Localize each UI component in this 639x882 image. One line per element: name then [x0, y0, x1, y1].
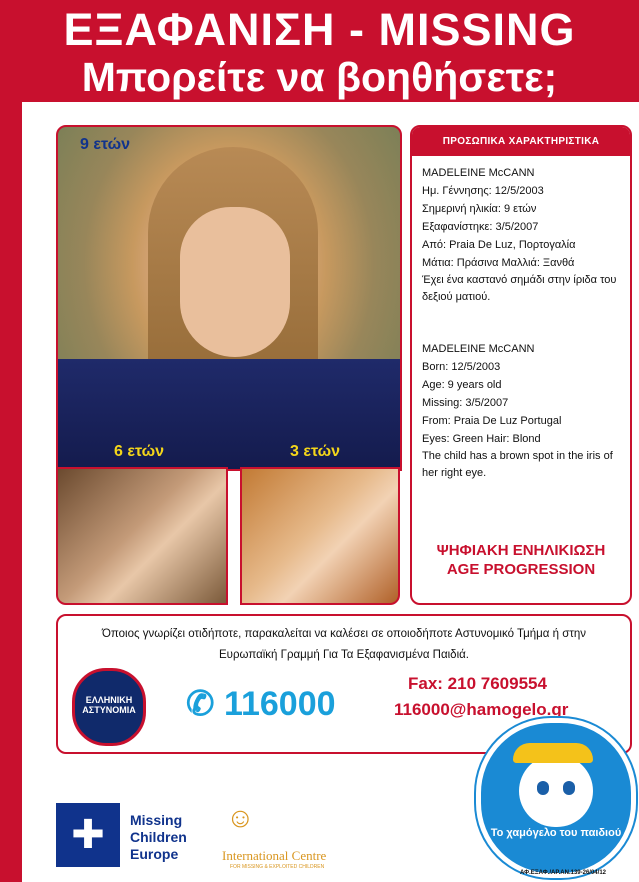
detail-line: Σημερινή ηλικία: 9 ετών [422, 203, 537, 215]
detail-line: Born: 12/5/2003 [422, 361, 501, 373]
icmec-logo-subtext: FOR MISSING & EXPLOITED CHILDREN [230, 864, 325, 870]
child-face-icon [519, 755, 593, 827]
personal-details-panel [410, 125, 632, 605]
details-english [412, 306, 630, 482]
mce-line: Missing [130, 812, 183, 828]
police-badge-icon [72, 668, 146, 746]
detail-line: Eyes: Green Hair: Blond [422, 433, 541, 445]
phone-icon: ✆ [186, 685, 215, 723]
detail-line: Εξαφανίστηκε: 3/5/2007 [422, 221, 539, 233]
details-greek [412, 156, 630, 306]
poster-subtitle: Μπορείτε να βοηθήσετε; [81, 54, 558, 100]
icmec-figure-icon: ☺ [226, 802, 255, 833]
details-header: ΠΡΟΣΩΠΙΚΑ ΧΑΡΑΚΤΗΡΙΣΤΙΚΑ [412, 127, 630, 156]
main-age-label: 9 ετών [80, 136, 131, 153]
icmec-logo-text: International Centre [222, 848, 327, 863]
age-progression-label [412, 541, 630, 579]
detail-line: Από: Praia De Luz, Πορτογαλία [422, 239, 576, 251]
right-age-label: 3 ετών [290, 443, 341, 460]
contact-instructions [58, 624, 630, 666]
mce-line: Children [130, 829, 187, 845]
hotline-number[interactable] [186, 684, 336, 724]
instructions-line-2: Ευρωπαϊκή Γραμμή Για Τα Εξαφανισμένα Παιδιά. [219, 649, 469, 661]
age-progressed-photo [56, 125, 402, 471]
fax-number: Fax: 210 7609554 [408, 674, 547, 693]
hotline-digits: 116000 [223, 685, 336, 723]
instructions-line-1: Όποιος γνωρίζει οτιδήποτε, παρακαλείται να καλέσει σε οποιοδήποτε Αστυνομικό Τμήμα ή στην [101, 628, 587, 640]
photo-age-6 [56, 467, 228, 605]
photo-face [180, 207, 290, 357]
detail-line: The child has a brown spot in the iris of her right eye. [422, 450, 613, 479]
eye-icon [563, 781, 575, 795]
email-link[interactable]: 116000@hamogelo.gr [394, 700, 569, 719]
poster-title: ΕΞΑΦΑΝΙΣΗ - MISSING [63, 4, 576, 55]
eye-icon [537, 781, 549, 795]
photo-age-3 [240, 467, 400, 605]
detail-line: Μάτια: Πράσινα Μαλλιά: Ξανθά [422, 257, 575, 269]
missing-children-europe-logo [130, 812, 187, 863]
reference-number: ΑΦ.ΕΞΑΦ./ΑΡ.ΑΝ.139-26/04/12 [520, 870, 606, 876]
left-age-label: 6 ετών [114, 443, 165, 460]
photo-shirt [58, 359, 400, 469]
smile-of-the-child-logo [476, 718, 636, 878]
detail-line: From: Praia De Luz Portugal [422, 415, 562, 427]
progression-english: AGE PROGRESSION [446, 561, 596, 578]
detail-line: MADELEINE McCANN [422, 343, 535, 355]
detail-line: Age: 9 years old [422, 379, 502, 391]
police-badge-text: ΕΛΛΗΝΙΚΗ ΑΣΤΥΝΟΜΙΑ [82, 695, 136, 715]
detail-line: Missing: 3/5/2007 [422, 397, 509, 409]
puzzle-icon: ✚ [56, 803, 120, 867]
progression-greek: ΨΗΦΙΑΚΗ ΕΝΗΛΙΚΙΩΣΗ [436, 542, 606, 559]
cap-icon [513, 743, 593, 763]
detail-line: Έχει ένα καστανό σημάδι στην ίριδα του δεξιού ματιού. [422, 274, 617, 303]
detail-line: Ημ. Γέννησης: 12/5/2003 [422, 185, 544, 197]
mce-line: Europe [130, 846, 179, 862]
detail-line: MADELEINE McCANN [422, 167, 535, 179]
smile-logo-text: Το χαμόγελο του παιδιού [490, 827, 622, 839]
